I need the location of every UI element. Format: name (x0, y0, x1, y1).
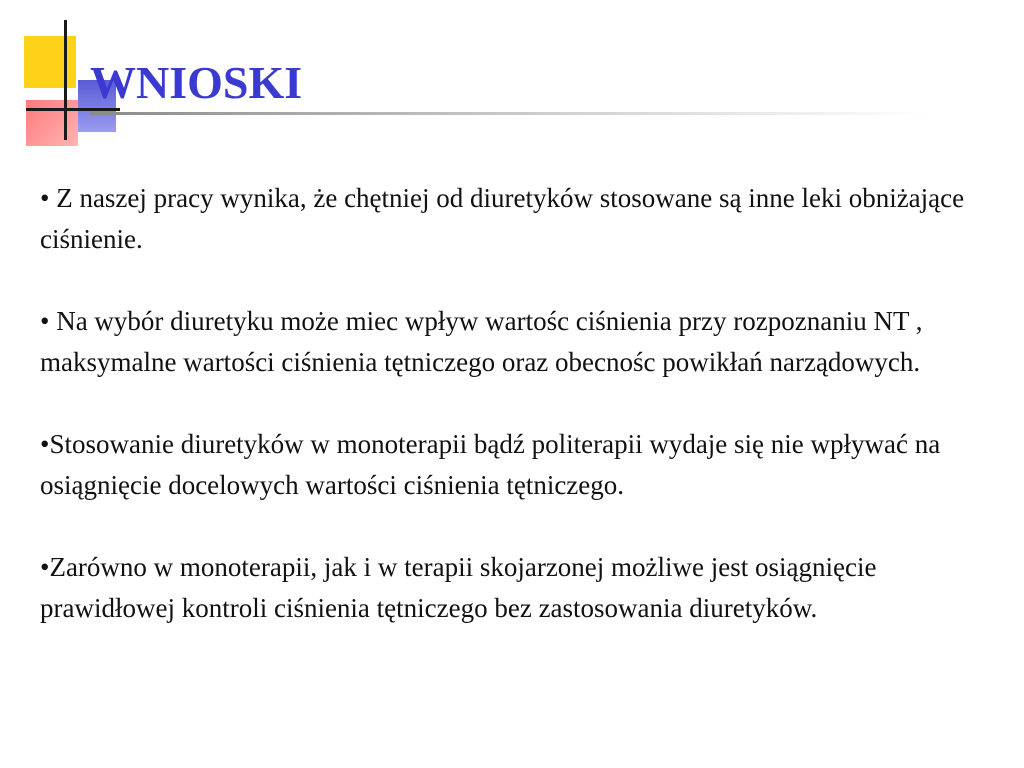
yellow-square-decoration (24, 36, 76, 88)
conclusion-paragraph-2: • Na wybór diuretyku może miec wpływ wartośc ciśnienia przy rozpoznaniu NT , maksymalne wartości ciśnienia tętniczego oraz obecnośc powikłań narządowych. (40, 306, 923, 377)
title-underline (90, 112, 930, 115)
red-square-decoration (26, 100, 78, 146)
conclusion-paragraph-3: •Stosowanie diuretyków w monoterapii bądź politerapii wydaje się nie wpływać na osiągnięcie docelowych wartości ciśnienia tętniczego. (40, 429, 941, 500)
conclusion-paragraph-1: • Z naszej pracy wynika, że chętniej od diuretyków stosowane są inne leki obniżające ciśnienie. (40, 183, 965, 254)
conclusion-paragraph-4: •Zarówno w monoterapii, jak i w terapii skojarzonej możliwe jest osiągnięcie prawidłowej kontroli ciśnienia tętniczego bez zastosowania diuretyków. (40, 552, 877, 623)
slide-title: WNIOSKI (90, 57, 303, 108)
slide-body (40, 178, 980, 629)
vertical-line-decoration (64, 20, 67, 140)
